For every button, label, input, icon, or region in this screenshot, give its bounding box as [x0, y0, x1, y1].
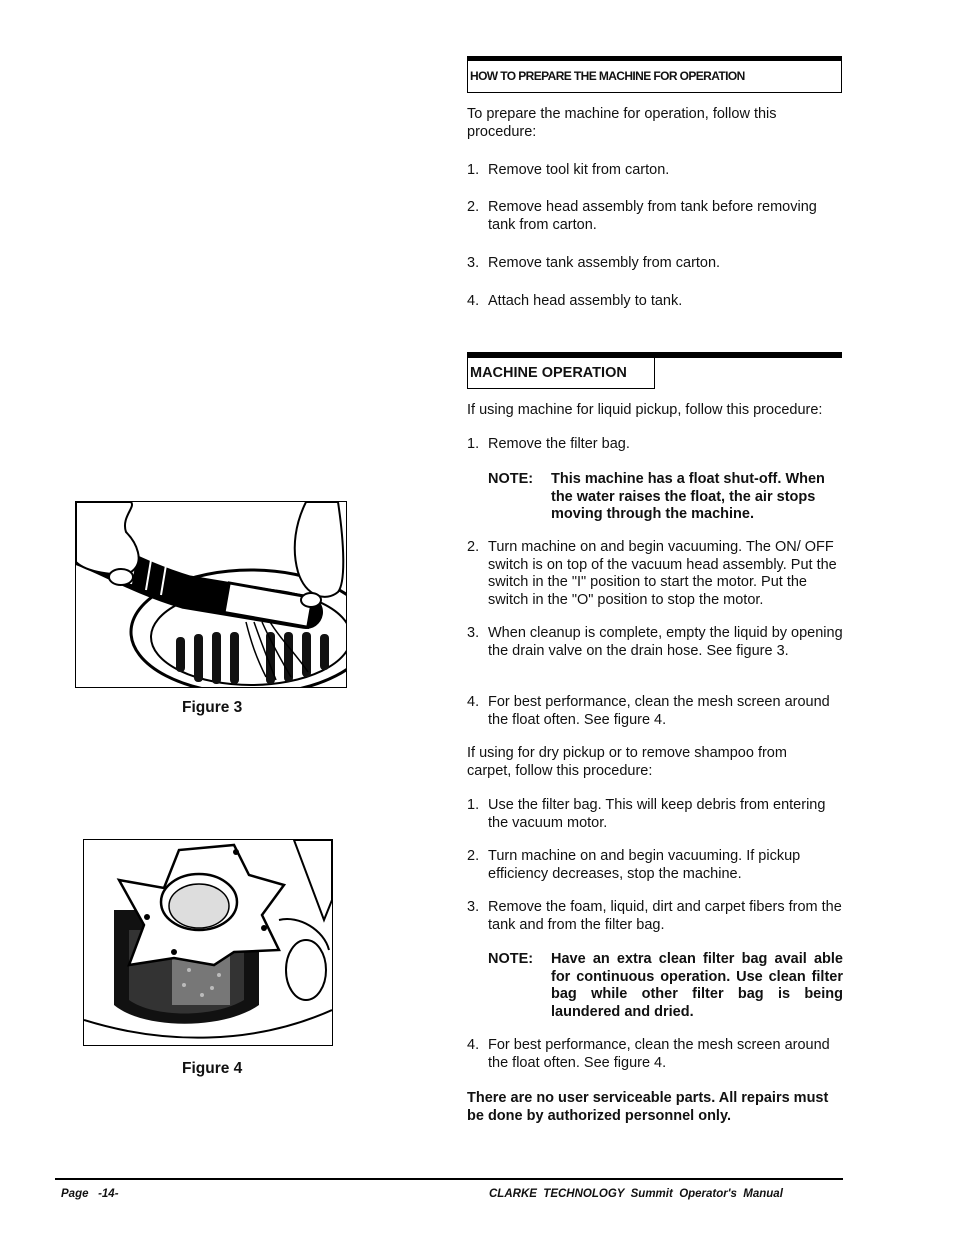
section1-intro: To prepare the machine for operation, follow this procedure: — [467, 106, 777, 140]
section2-heading-text: MACHINE OPERATION — [470, 364, 627, 381]
footer-rule — [55, 1178, 843, 1180]
figure-4-image — [83, 839, 333, 1046]
section2-heading — [467, 356, 655, 389]
liquid-intro: If using machine for liquid pickup, follow this procedure: — [467, 402, 823, 418]
figure-4-caption: Figure 4 — [182, 1060, 243, 1077]
section1-heading-text: HOW TO PREPARE THE MACHINE FOR OPERATION — [470, 69, 745, 83]
figure-3-caption: Figure 3 — [182, 699, 243, 716]
note-label: NOTE: — [488, 951, 534, 967]
service-warning: There are no user serviceable parts. All repairs must be done by authorized personnel only. — [467, 1090, 829, 1124]
dry-intro: If using for dry pickup or to remove shampoo from carpet, follow this procedure: — [467, 745, 787, 779]
float-mesh-screen-illustration — [84, 840, 332, 1045]
note-label: NOTE: — [488, 471, 534, 487]
drain-hose-illustration — [76, 502, 346, 687]
figure-3-image — [75, 501, 347, 688]
footer-manual-title: CLARKE TECHNOLOGY Summit Operator's Manual — [489, 1188, 783, 1200]
section1-heading — [467, 59, 842, 93]
footer-page-number: Page -14- — [61, 1188, 119, 1200]
